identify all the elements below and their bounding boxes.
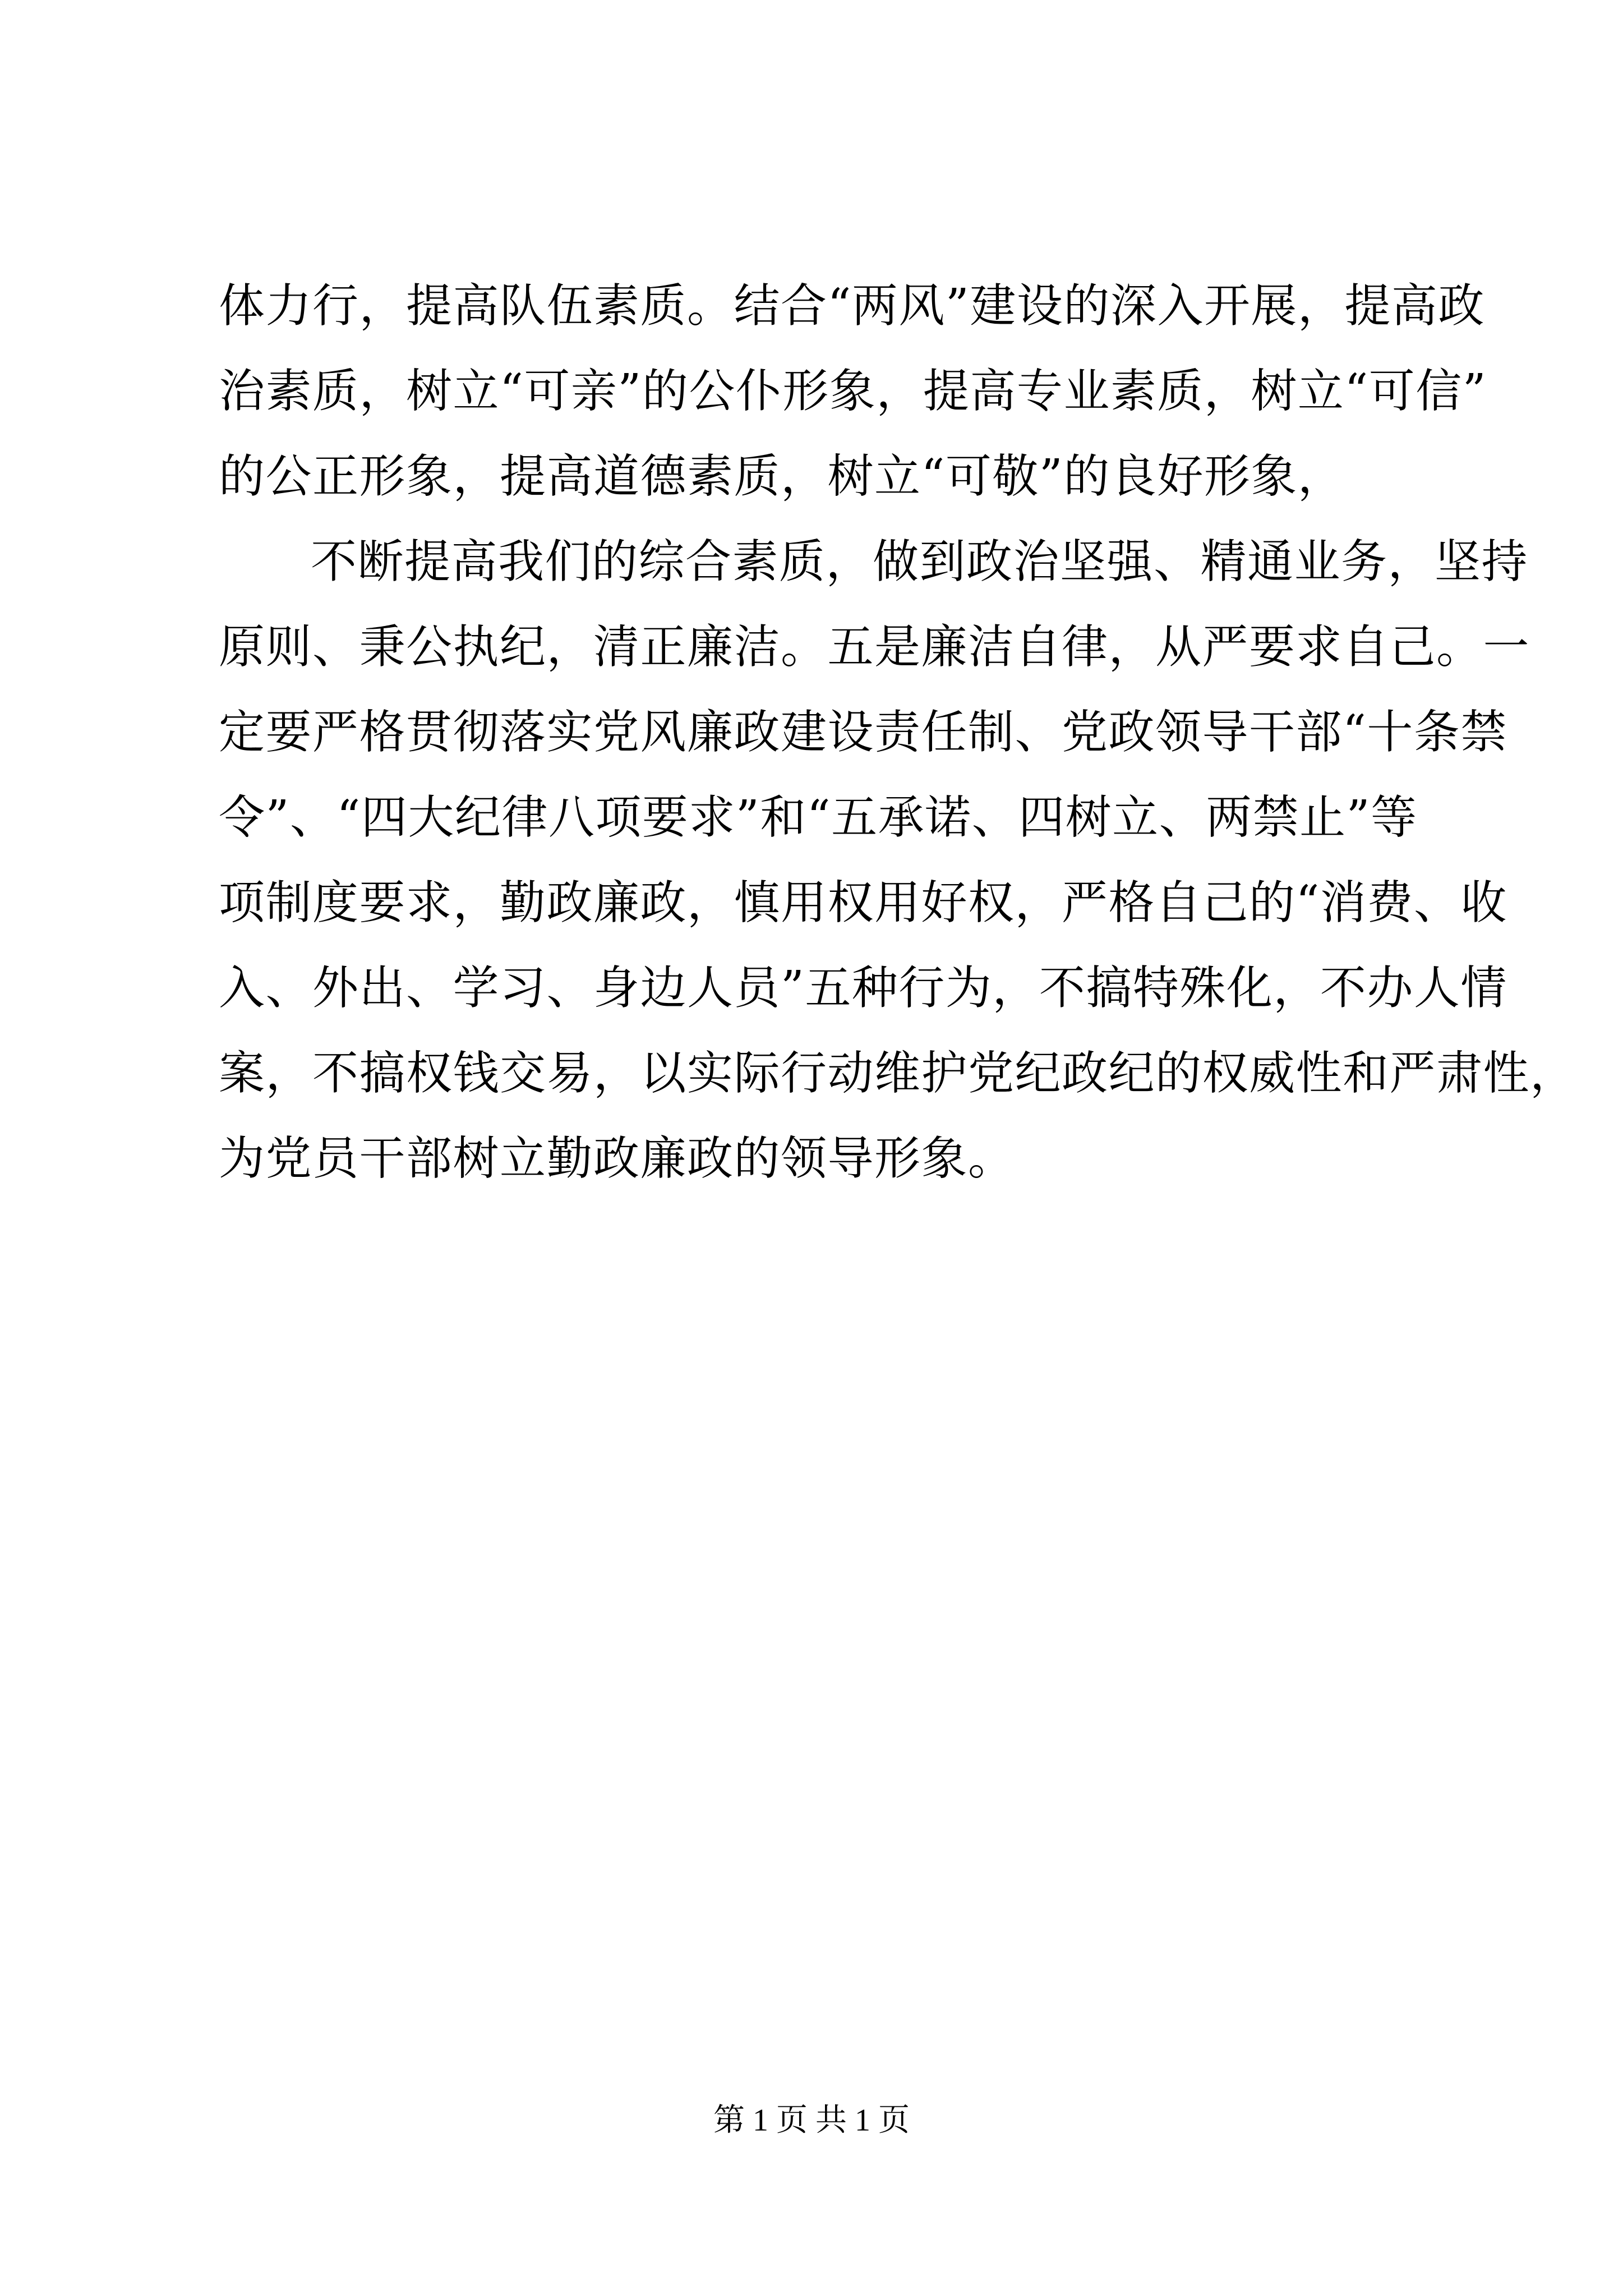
document-body (219, 264, 1577, 1202)
paragraph-line: 令”、“四大纪律八项要求”和“五承诺、四树立、两禁止”等 (219, 791, 1418, 844)
page-number-footer: 第 1 页 共 1 页 (713, 2103, 910, 2138)
paragraph-line: 不断提高我们的综合素质，做到政治坚强、精通业务，坚持 (311, 535, 1529, 588)
paragraph-line: 治素质，树立“可亲”的公仆形象，提高专业素质，树立“可信” (219, 365, 1487, 418)
paragraph-line: 入、外出、学习、身边人员”五种行为，不搞特殊化，不办人情 (219, 961, 1507, 1015)
paragraph-line: 定要严格贯彻落实党风廉政建设责任制、党政领导干部“十条禁 (219, 706, 1507, 759)
paragraph-line: 项制度要求，勤政廉政，慎用权用好权，严格自己的“消费、收 (219, 876, 1507, 930)
paragraph-1 (219, 264, 1487, 519)
paragraph-2 (219, 519, 1577, 1202)
paragraph-line: 为党员干部树立勤政廉政的领导形象。 (219, 1132, 1015, 1185)
paragraph-line: 体力行，提高队伍素质。结合“两风”建设的深入开展，提高政 (219, 279, 1485, 333)
paragraph-line: 案，不搞权钱交易，以实际行动维护党纪政纪的权威性和严肃性， (219, 1047, 1577, 1100)
paragraph-line: 的公正形象，提高道德素质，树立“可敬”的良好形象， (219, 450, 1345, 503)
paragraph-line: 原则、秉公执纪，清正廉洁。五是廉洁自律，从严要求自己。一 (219, 620, 1530, 674)
